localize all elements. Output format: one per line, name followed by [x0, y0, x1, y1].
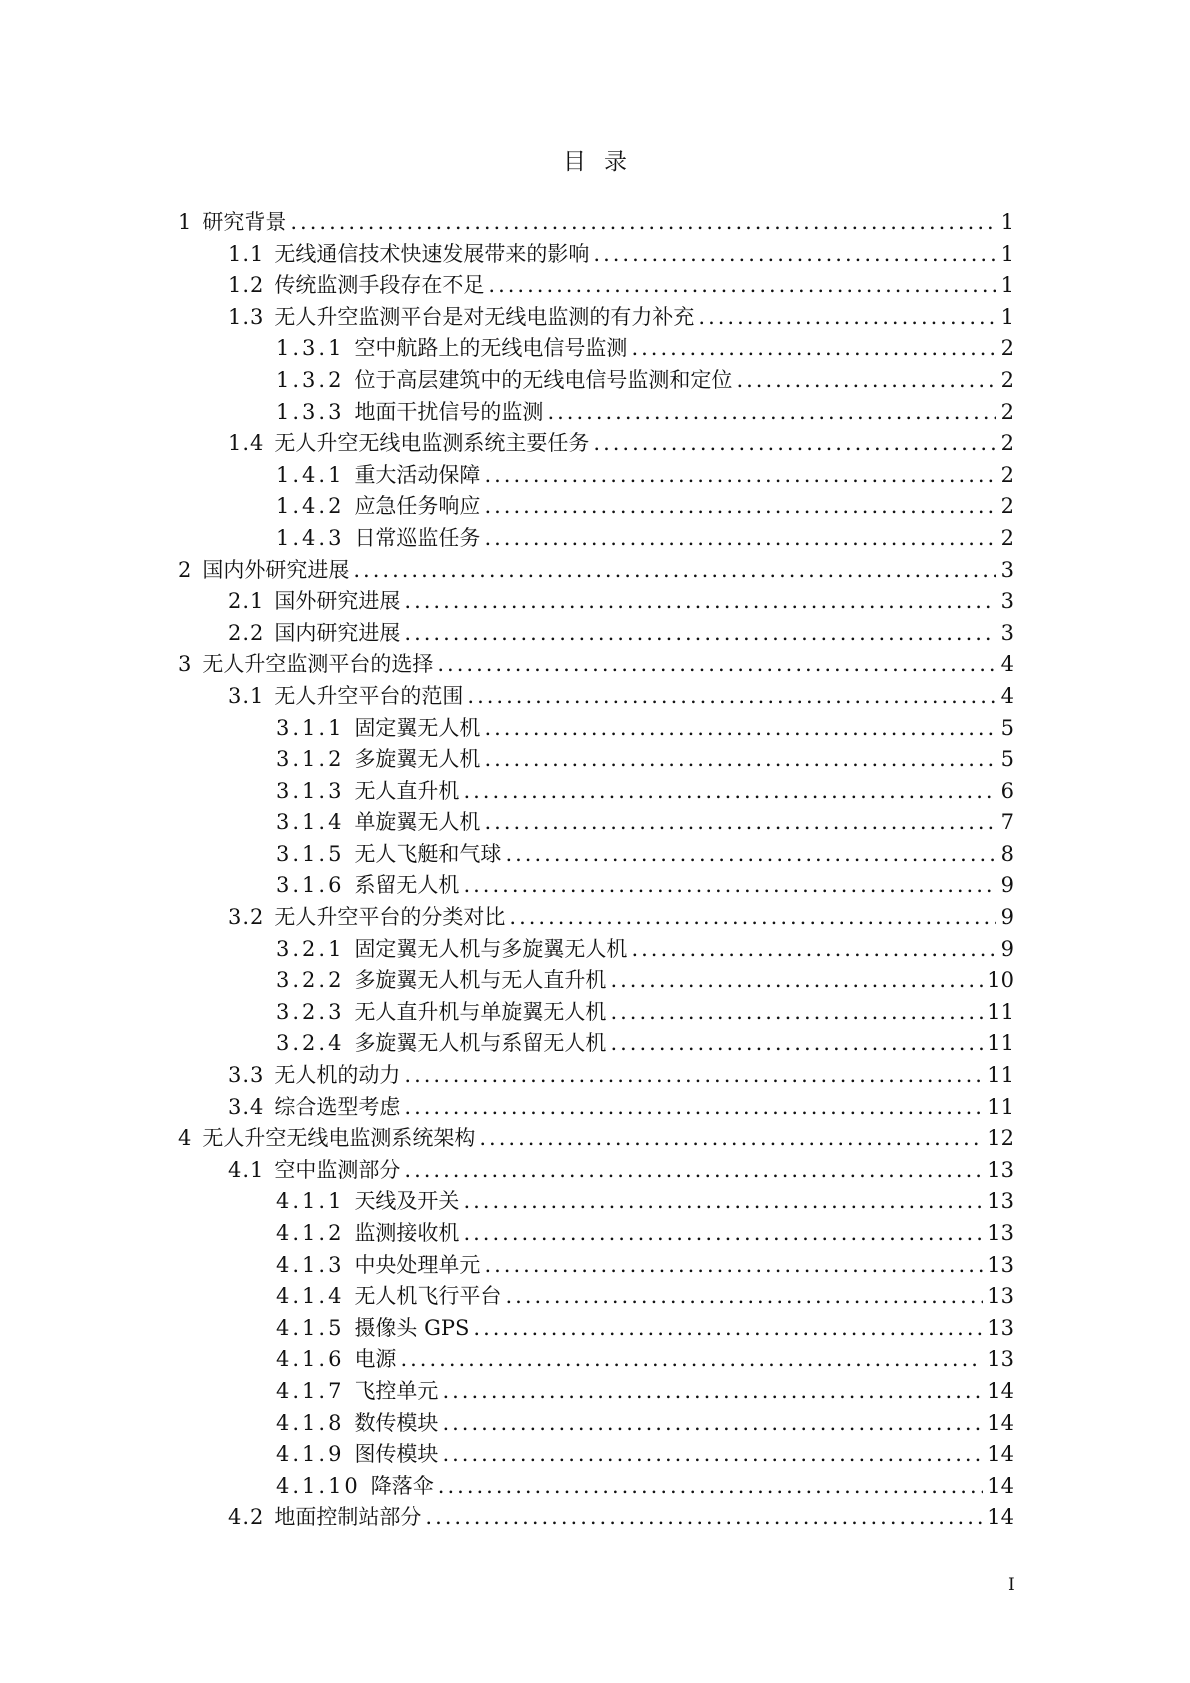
toc-dot-leader — [547, 397, 996, 429]
toc-entry-title: 数传模块 — [354, 1410, 439, 1435]
toc-entry-number: 3.1 — [228, 683, 265, 708]
toc-entry-page: 12 — [987, 1126, 1014, 1151]
toc-entry-title: 中央处理单元 — [354, 1252, 481, 1277]
toc-entry[interactable] — [178, 1313, 1014, 1345]
toc-entry-page: 5 — [1000, 715, 1014, 740]
toc-entry-title: 图传模块 — [354, 1442, 439, 1467]
toc-entry-page: 2 — [1000, 431, 1014, 456]
toc-entry[interactable] — [178, 934, 1014, 966]
toc-entry-page: 9 — [1000, 936, 1014, 961]
toc-entry-title: 地面干扰信号的监测 — [354, 399, 544, 424]
toc-entry-number: 2 — [178, 557, 193, 582]
toc-entry-number: 3 — [178, 652, 193, 677]
toc-entry-number: 4.1.7 — [276, 1378, 345, 1403]
toc-entry[interactable] — [178, 807, 1014, 839]
toc-dot-leader — [484, 807, 996, 839]
toc-entry-page: 2 — [1000, 336, 1014, 361]
toc-entry-number: 3.4 — [228, 1094, 265, 1119]
toc-entry-page: 1 — [1000, 241, 1014, 266]
table-of-contents — [178, 207, 1014, 1534]
toc-entry[interactable] — [178, 1376, 1014, 1408]
toc-entry-page: 14 — [987, 1473, 1014, 1498]
toc-dot-leader — [484, 523, 996, 555]
toc-entry[interactable] — [178, 965, 1014, 997]
toc-entry-page: 4 — [1000, 652, 1014, 677]
toc-entry-title: 固定翼无人机 — [354, 715, 481, 740]
toc-entry-number: 1.3.1 — [276, 336, 345, 361]
toc-dot-leader — [404, 1092, 983, 1124]
toc-entry-page: 1 — [1000, 210, 1014, 234]
toc-entry-title: 无人直升机与单旋翼无人机 — [354, 999, 607, 1024]
page-title: 目录 — [563, 149, 645, 175]
toc-entry-title: 位于高层建筑中的无线电信号监测和定位 — [354, 367, 733, 392]
toc-entry-number: 4 — [178, 1126, 193, 1151]
toc-entry-page: 11 — [987, 1031, 1014, 1056]
toc-entry-title: 单旋翼无人机 — [354, 810, 481, 835]
toc-dot-leader — [404, 1060, 983, 1092]
toc-dot-leader — [631, 934, 996, 966]
toc-entry[interactable] — [178, 1028, 1014, 1060]
toc-entry-number: 3.2.3 — [276, 999, 345, 1024]
toc-entry[interactable] — [178, 681, 1014, 713]
toc-entry-number: 4.1.4 — [276, 1284, 345, 1309]
toc-entry-title: 系留无人机 — [354, 873, 460, 898]
toc-entry[interactable] — [178, 1502, 1014, 1534]
toc-dot-leader — [463, 870, 996, 902]
toc-entry[interactable] — [178, 1408, 1014, 1440]
toc-entry-title: 重大活动保障 — [354, 462, 481, 487]
toc-entry-title: 日常巡监任务 — [354, 525, 481, 550]
toc-entry-title: 天线及开关 — [354, 1189, 460, 1214]
toc-entry-title: 无人升空监测平台是对无线电监测的有力补充 — [274, 304, 695, 329]
toc-entry[interactable] — [178, 776, 1014, 808]
toc-entry-page: 13 — [987, 1252, 1014, 1277]
toc-entry-page: 1 — [1000, 273, 1014, 298]
toc-dot-leader — [505, 839, 996, 871]
toc-entry-title: 国外研究进展 — [274, 589, 401, 614]
toc-entry-title: 飞控单元 — [354, 1378, 439, 1403]
toc-dot-leader — [505, 1281, 983, 1313]
toc-entry-number: 2.1 — [228, 589, 265, 614]
toc-entry[interactable] — [178, 1344, 1014, 1376]
toc-entry-page: 14 — [987, 1505, 1014, 1530]
toc-entry-number: 4.1.2 — [276, 1221, 345, 1245]
toc-entry-number: 1.4.1 — [276, 462, 345, 487]
toc-entry-number: 3.1.6 — [276, 873, 345, 898]
toc-dot-leader — [484, 713, 996, 745]
toc-entry-number: 3.1.5 — [276, 841, 345, 866]
toc-entry-title: 研究背景 — [202, 210, 287, 234]
toc-dot-leader — [593, 239, 996, 271]
toc-entry[interactable] — [178, 1155, 1014, 1187]
toc-entry-page: 6 — [1000, 778, 1014, 803]
toc-entry-page: 11 — [987, 1063, 1014, 1088]
toc-dot-leader — [463, 1186, 983, 1218]
toc-entry-page: 3 — [1000, 589, 1014, 614]
toc-entry-number: 1 — [178, 210, 193, 234]
toc-entry[interactable] — [178, 302, 1014, 334]
toc-dot-leader — [473, 1313, 983, 1345]
toc-dot-leader — [610, 965, 983, 997]
toc-entry-page: 10 — [987, 968, 1014, 993]
toc-entry-title: 无人机飞行平台 — [354, 1284, 502, 1309]
toc-entry-number: 4.1.1 — [276, 1189, 345, 1214]
toc-entry[interactable] — [178, 270, 1014, 302]
toc-entry-title: 国内研究进展 — [274, 620, 401, 645]
toc-dot-leader — [425, 1502, 983, 1534]
toc-dot-leader — [463, 776, 996, 808]
toc-dot-leader — [467, 681, 996, 713]
toc-dot-leader — [438, 1471, 983, 1503]
toc-entry-title: 多旋翼无人机与系留无人机 — [354, 1031, 607, 1056]
toc-entry-page: 13 — [987, 1284, 1014, 1309]
toc-entry[interactable] — [178, 1250, 1014, 1282]
toc-entry-number: 4.1.3 — [276, 1252, 345, 1277]
toc-entry-page: 3 — [1000, 557, 1014, 582]
toc-dot-leader — [442, 1376, 983, 1408]
toc-entry-title: 空中航路上的无线电信号监测 — [354, 336, 628, 361]
toc-entry-title: 无线通信技术快速发展带来的影响 — [274, 241, 590, 266]
toc-dot-leader — [404, 618, 996, 650]
toc-entry-page: 5 — [1000, 747, 1014, 772]
toc-dot-leader — [353, 555, 996, 587]
toc-entry[interactable] — [178, 1439, 1014, 1471]
toc-entry-number: 4.2 — [228, 1505, 265, 1530]
toc-entry[interactable] — [178, 586, 1014, 618]
toc-dot-leader — [509, 902, 996, 934]
toc-entry-number: 4.1.8 — [276, 1410, 345, 1435]
toc-entry[interactable] — [178, 428, 1014, 460]
toc-entry-number: 3.1.2 — [276, 747, 345, 772]
toc-entry-number: 3.2.4 — [276, 1031, 345, 1056]
toc-entry-title: 无人飞艇和气球 — [354, 841, 502, 866]
toc-entry-number: 4.1.5 — [276, 1315, 345, 1340]
toc-entry-title: 地面控制站部分 — [274, 1505, 422, 1530]
toc-entry[interactable] — [178, 713, 1014, 745]
toc-entry-number: 2.2 — [228, 620, 265, 645]
toc-entry-title: 空中监测部分 — [274, 1157, 401, 1182]
toc-entry-number: 1.3.3 — [276, 399, 345, 424]
toc-entry[interactable] — [178, 555, 1014, 587]
toc-dot-leader — [484, 744, 996, 776]
toc-entry-page: 13 — [987, 1157, 1014, 1182]
toc-entry-page: 3 — [1000, 620, 1014, 645]
toc-entry-title: 降落伞 — [370, 1473, 434, 1498]
toc-entry-title: 国内外研究进展 — [202, 557, 350, 582]
toc-entry-title: 无人升空平台的分类对比 — [274, 905, 506, 930]
toc-entry-page: 7 — [1000, 810, 1014, 835]
toc-entry-title: 综合选型考虑 — [274, 1094, 401, 1119]
toc-entry-number: 4.1.6 — [276, 1347, 345, 1372]
toc-dot-leader — [593, 428, 996, 460]
toc-entry-page: 2 — [1000, 399, 1014, 424]
toc-entry-number: 1.3 — [228, 304, 265, 329]
toc-entry-page: 2 — [1000, 367, 1014, 392]
toc-dot-leader — [736, 365, 996, 397]
page-number: I — [1008, 1575, 1015, 1595]
toc-entry[interactable] — [178, 207, 1014, 239]
toc-dot-leader — [610, 997, 983, 1029]
toc-entry[interactable] — [178, 870, 1014, 902]
toc-entry-page: 2 — [1000, 494, 1014, 519]
toc-entry-number: 1.4.2 — [276, 494, 345, 519]
toc-entry[interactable] — [178, 491, 1014, 523]
toc-entry[interactable] — [178, 333, 1014, 365]
toc-dot-leader — [437, 649, 996, 681]
toc-dot-leader — [404, 586, 996, 618]
toc-entry[interactable] — [178, 239, 1014, 271]
toc-dot-leader — [488, 270, 996, 302]
toc-entry-title: 多旋翼无人机 — [354, 747, 481, 772]
toc-entry-title: 应急任务响应 — [354, 494, 481, 519]
toc-entry-title: 电源 — [354, 1347, 397, 1372]
toc-entry-number: 3.2 — [228, 905, 265, 930]
toc-entry-page: 13 — [987, 1315, 1014, 1340]
toc-entry[interactable] — [178, 1092, 1014, 1124]
toc-entry-title: 摄像头 GPS — [354, 1315, 470, 1340]
toc-entry[interactable] — [178, 902, 1014, 934]
toc-entry-number: 3.1.1 — [276, 715, 345, 740]
toc-entry-number: 1.2 — [228, 273, 265, 298]
toc-entry[interactable] — [178, 839, 1014, 871]
toc-entry[interactable] — [178, 523, 1014, 555]
toc-entry[interactable] — [178, 618, 1014, 650]
toc-entry-page: 9 — [1000, 873, 1014, 898]
toc-entry-number: 3.1.4 — [276, 810, 345, 835]
toc-entry-number: 3.2.1 — [276, 936, 345, 961]
toc-dot-leader — [698, 302, 996, 334]
toc-entry-title: 固定翼无人机与多旋翼无人机 — [354, 936, 628, 961]
toc-entry-page: 14 — [987, 1410, 1014, 1435]
toc-entry-number: 3.3 — [228, 1063, 265, 1088]
toc-entry[interactable] — [178, 1123, 1014, 1155]
toc-dot-leader — [442, 1439, 983, 1471]
toc-dot-leader — [631, 333, 996, 365]
toc-entry-page: 13 — [987, 1347, 1014, 1372]
toc-entry-page: 4 — [1000, 683, 1014, 708]
toc-entry[interactable] — [178, 997, 1014, 1029]
toc-dot-leader — [463, 1218, 983, 1250]
toc-entry-number: 3.2.2 — [276, 968, 345, 993]
toc-dot-leader — [484, 460, 996, 492]
toc-entry-page: 11 — [987, 1094, 1014, 1119]
toc-entry-number: 1.4 — [228, 431, 265, 456]
toc-entry[interactable] — [178, 1060, 1014, 1092]
toc-entry-title: 无人升空无线电监测系统架构 — [202, 1126, 476, 1151]
toc-entry-page: 14 — [987, 1378, 1014, 1403]
toc-entry-page: 2 — [1000, 525, 1014, 550]
toc-dot-leader — [290, 207, 996, 239]
toc-entry-page: 13 — [987, 1221, 1014, 1245]
toc-entry-page: 14 — [987, 1442, 1014, 1467]
toc-entry-title: 无人机的动力 — [274, 1063, 401, 1088]
toc-entry-number: 4.1.10 — [276, 1473, 361, 1498]
toc-entry-number: 1.4.3 — [276, 525, 345, 550]
toc-dot-leader — [484, 491, 996, 523]
toc-entry[interactable] — [178, 397, 1014, 429]
toc-entry[interactable] — [178, 460, 1014, 492]
toc-entry[interactable] — [178, 744, 1014, 776]
toc-entry-title: 多旋翼无人机与无人直升机 — [354, 968, 607, 993]
toc-entry-page: 13 — [987, 1189, 1014, 1214]
toc-entry-page: 9 — [1000, 905, 1014, 930]
toc-entry-title: 无人升空平台的范围 — [274, 683, 464, 708]
toc-dot-leader — [610, 1028, 983, 1060]
toc-entry[interactable] — [178, 1471, 1014, 1503]
toc-entry-page: 11 — [987, 999, 1014, 1024]
toc-dot-leader — [479, 1123, 983, 1155]
toc-dot-leader — [484, 1250, 983, 1282]
toc-entry[interactable] — [178, 1186, 1014, 1218]
toc-entry-number: 1.3.2 — [276, 367, 345, 392]
toc-dot-leader — [400, 1344, 983, 1376]
toc-entry[interactable] — [178, 1281, 1014, 1313]
toc-entry-title: 无人直升机 — [354, 778, 460, 803]
toc-entry-title: 监测接收机 — [354, 1221, 460, 1245]
toc-entry-number: 1.1 — [228, 241, 265, 266]
toc-entry-number: 4.1 — [228, 1157, 265, 1182]
toc-entry-page: 8 — [1000, 841, 1014, 866]
toc-entry-number: 3.1.3 — [276, 778, 345, 803]
toc-entry-title: 传统监测手段存在不足 — [274, 273, 485, 298]
toc-dot-leader — [404, 1155, 983, 1187]
toc-dot-leader — [442, 1408, 983, 1440]
toc-entry[interactable] — [178, 365, 1014, 397]
toc-entry-page: 2 — [1000, 462, 1014, 487]
toc-entry-title: 无人升空无线电监测系统主要任务 — [274, 431, 590, 456]
toc-entry[interactable] — [178, 1218, 1014, 1250]
toc-entry-page: 1 — [1000, 304, 1014, 329]
toc-entry-number: 4.1.9 — [276, 1442, 345, 1467]
toc-entry[interactable] — [178, 649, 1014, 681]
toc-entry-title: 无人升空监测平台的选择 — [202, 652, 434, 677]
